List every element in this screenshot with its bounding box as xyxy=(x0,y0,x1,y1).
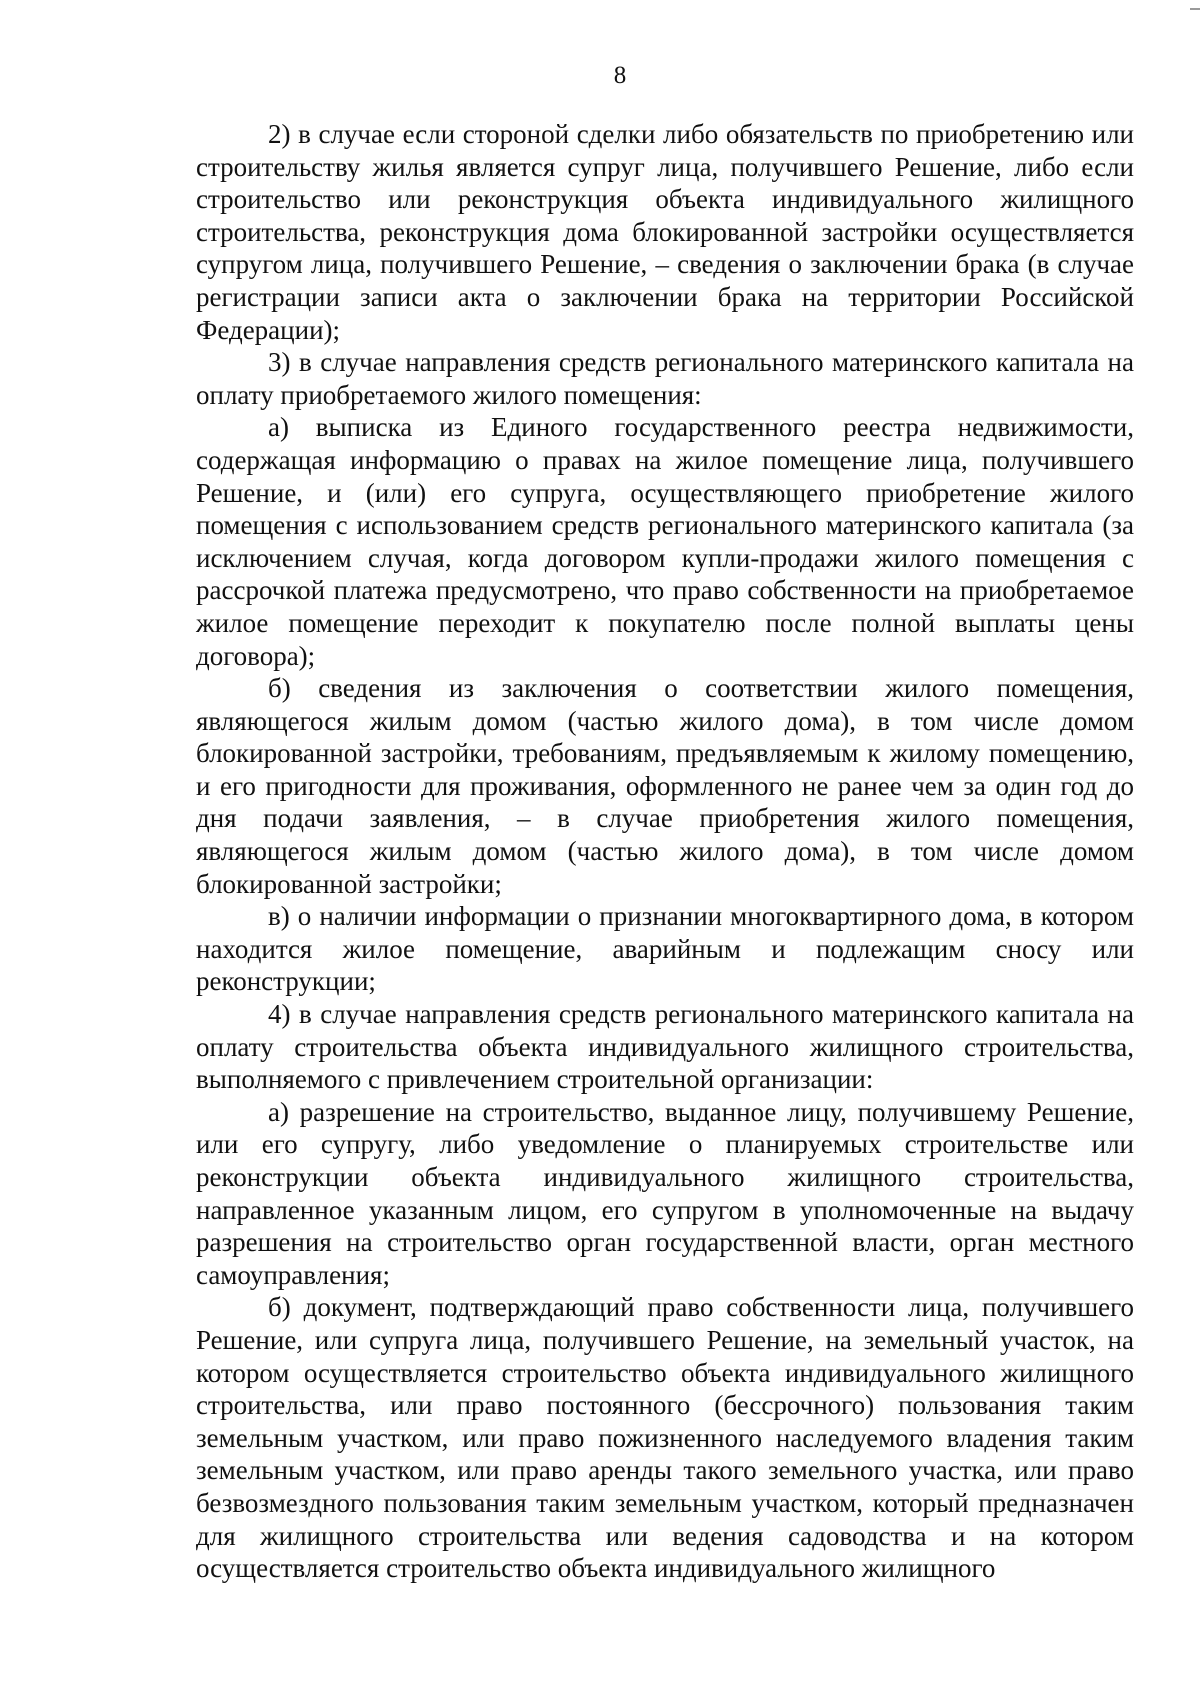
paragraph-subitem-3v: в) о наличии информации о признании многоквартирного дома, в котором находится жилое помещение, аварийным и подлежащим сносу или реконструкции; xyxy=(196,901,1134,997)
paragraph-subitem-3b: б) сведения из заключения о соответствии жилого помещения, являющегося жилым домом (частью жилого дома), в том числе домом блокированной застройки, требованиям, предъявляемым к жилому помещению, и его пригодности для проживания, оформленного не ранее чем за один год до дня подачи заявления, – в случае приобретения жилого помещения, являющегося жилым домом (частью жилого дома), в том числе домом блокированной застройки; xyxy=(196,673,1134,899)
paragraph-subitem-4a: а) разрешение на строительство, выданное лицу, получившему Решение, или его супругу, либо уведомление о планируемых строительстве или реконструкции объекта индивидуального жилищного строительства, направленное указанным лицом, его супругом в уполномоченные на выдачу разрешения на строительство орган государственной власти, орган местного самоуправления; xyxy=(196,1096,1134,1290)
page-number: 8 xyxy=(613,62,627,89)
paragraph-item-4: 4) в случае направления средств регионального материнского капитала на оплату строительства объекта индивидуального жилищного строительства, выполняемого с привлечением строительной организации: xyxy=(196,999,1134,1095)
paragraph-subitem-3a: а) выписка из Единого государственного реестра недвижимости, содержащая информацию о правах на жилое помещение лица, получившего Решение, и (или) его супруга, осуществляющего приобретение жилого помещения с использованием средств регионального материнского капитала (за исключением случая, когда договором купли-продажи жилого помещения с рассрочкой платежа предусмотрено, что право собственности на приобретаемое жилое помещение переходит к покупателю после полной выплаты цены договора); xyxy=(196,412,1134,671)
scan-corner-mark xyxy=(1190,8,1200,10)
document-body xyxy=(196,118,1134,1585)
paragraph-subitem-4b: б) документ, подтверждающий право собственности лица, получившего Решение, или супруга лица, получившего Решение, на земельный участок, на котором осуществляется строительство объекта индивидуального жилищного строительства, или право постоянного (бессрочного) пользования таким земельным участком, или право пожизненного наследуемого владения таким земельным участком, или право аренды такого земельного участка, или право безвозмездного пользования таким земельным участком, который предназначен для жилищного строительства или ведения садоводства и на котором осуществляется строительство объекта индивидуального жилищного xyxy=(196,1292,1134,1584)
paragraph-item-3: 3) в случае направления средств регионального материнского капитала на оплату приобретаемого жилого помещения: xyxy=(196,347,1134,410)
paragraph-item-2: 2) в случае если стороной сделки либо обязательств по приобретению или строительству жилья является супруг лица, получившего Решение, либо если строительство или реконструкция объекта индивидуального жилищного строительства, реконструкция дома блокированной застройки осуществляется супругом лица, получившего Решение, – сведения о заключении брака (в случае регистрации записи акта о заключении брака на территории Российской Федерации); xyxy=(196,119,1134,345)
